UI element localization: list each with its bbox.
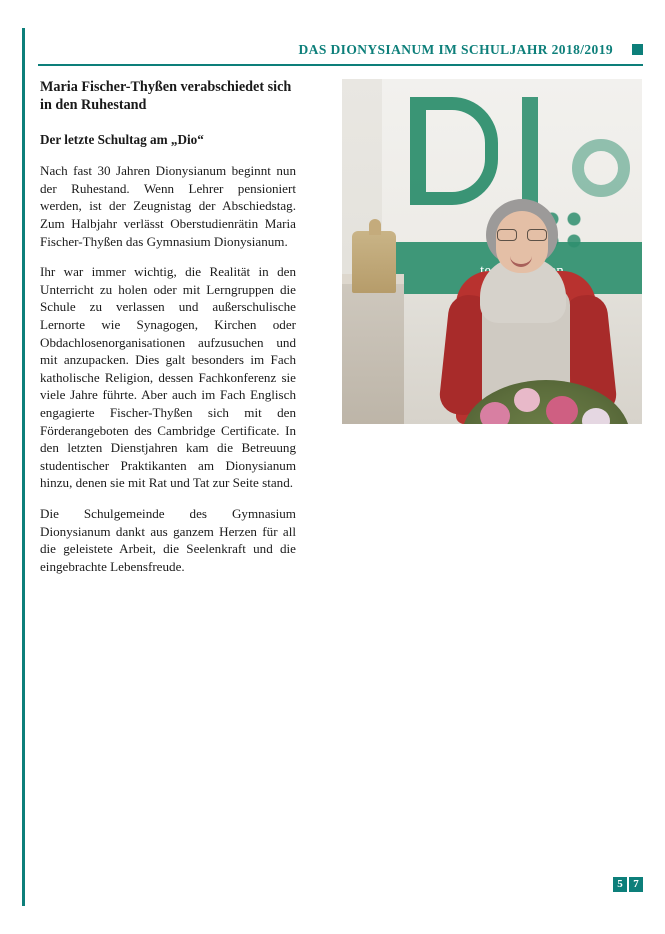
logo-i-shape-icon — [522, 97, 538, 205]
podium — [342, 274, 404, 424]
page-number — [613, 877, 643, 892]
article-headline: Maria Fischer-Thyßen verabschiedet sich in den Ruhestand — [40, 79, 292, 114]
page-number-digit: 5 — [613, 877, 627, 892]
left-accent-rule — [22, 28, 25, 906]
logo-o-shape-icon — [572, 139, 630, 197]
page-header — [38, 38, 643, 64]
article-paragraph: Ihr war immer wichtig, die Realität in den Unterricht zu holen oder mit Lerngruppen die Schule zu verlassen und außerschulische Lernorte wie Synagogen, Kirchen oder Obdachlosenorganisationen aufzusuchen und mit anzupacken. Dies galt besonders im Fach katholische Religion, dessen Fachkonferenz sie viele Jahre führte. Aber auch im Fach Englisch engagierte Fischer-Thyßen sich mit den Förderangeboten des Cambridge Certificate. In den letzten Dienstjahren kam die Betreuung studentischer Praktikanten am Dionysianum hinzu, denen sie mit Rat und Tat zur Seite stand. — [40, 264, 296, 491]
header-title: DAS DIONYSIANUM IM SCHULJAHR 2018/2019 — [298, 42, 613, 57]
glasses-icon — [496, 229, 548, 241]
article-column — [40, 78, 296, 575]
page-number-digit: 7 — [629, 877, 643, 892]
flower-bouquet — [462, 374, 630, 424]
statue-decor — [352, 231, 396, 293]
flower — [514, 388, 540, 412]
flower — [546, 396, 578, 424]
logo-d-shape-icon — [410, 97, 498, 205]
article-paragraph: Nach fast 30 Jahren Dionysianum beginnt nun der Ruhestand. Wenn Lehrer pensioniert werden, ist der Zeugnistag der Abschiedstag. Zum Halbjahr verlässt Oberstudienrätin Maria Fischer-Thyßen das Gymnasium Dionysianum. — [40, 163, 296, 249]
header-divider — [38, 64, 643, 66]
article-photo — [342, 79, 642, 424]
article-paragraph: Die Schulgemeinde des Gymnasium Dionysianum dankt aus ganzem Herzen für all die geleistete Arbeit, die Seelenkraft und die eingebrachte Lebensfreude. — [40, 506, 296, 574]
header-square-icon — [632, 44, 643, 55]
flower — [480, 402, 510, 424]
article-subhead: Der letzte Schultag am „Dio“ — [40, 131, 204, 147]
photo-scene — [342, 79, 642, 424]
